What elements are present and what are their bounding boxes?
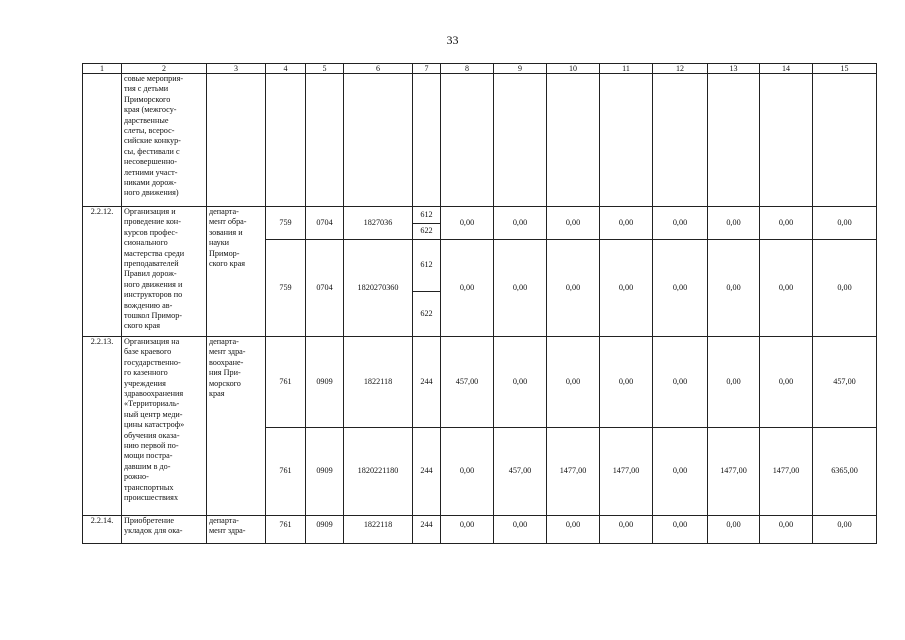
expense-type: 612 <box>413 240 441 292</box>
value-cell: 0,00 <box>494 240 547 337</box>
column-header: 12 <box>653 64 708 74</box>
value-cell: 6365,00 <box>813 428 877 516</box>
value-cell: 0,00 <box>708 516 760 544</box>
target-article: 1827036 <box>344 207 413 240</box>
value-cell: 0,00 <box>441 516 494 544</box>
ministry-code: 761 <box>266 337 306 428</box>
value-cell: 0,00 <box>547 516 600 544</box>
value-cell: 0,00 <box>600 240 653 337</box>
value-cell: 1477,00 <box>600 428 653 516</box>
value-cell: 0,00 <box>441 240 494 337</box>
value-cell: 0,00 <box>441 428 494 516</box>
table-row <box>83 516 877 544</box>
value-cell: 0,00 <box>653 337 708 428</box>
row-number: 2.2.14. <box>83 516 122 544</box>
column-header: 9 <box>494 64 547 74</box>
executor: департа- мент обра- зования и науки Примор- ского края <box>207 207 266 337</box>
ministry-code: 759 <box>266 207 306 240</box>
column-header: 5 <box>306 64 344 74</box>
expense-type: 244 <box>413 337 441 428</box>
section-code: 0909 <box>306 337 344 428</box>
column-header: 1 <box>83 64 122 74</box>
value-cell: 0,00 <box>760 516 813 544</box>
section-code: 0909 <box>306 428 344 516</box>
column-header: 11 <box>600 64 653 74</box>
value-cell: 0,00 <box>441 207 494 240</box>
value-cell: 0,00 <box>494 516 547 544</box>
table-row <box>83 74 877 207</box>
activity-name: Приобретение укладок для ока- <box>122 516 207 544</box>
value-cell: 0,00 <box>708 337 760 428</box>
target-article: 1820270360 <box>344 240 413 337</box>
section-code: 0704 <box>306 207 344 240</box>
value-cell: 457,00 <box>813 337 877 428</box>
ministry-code: 761 <box>266 428 306 516</box>
value-cell: 0,00 <box>547 207 600 240</box>
value-cell: 457,00 <box>494 428 547 516</box>
column-header: 6 <box>344 64 413 74</box>
value-cell: 0,00 <box>600 516 653 544</box>
column-header: 7 <box>413 64 441 74</box>
row-number <box>83 74 122 207</box>
section-code: 0909 <box>306 516 344 544</box>
value-cell: 0,00 <box>653 516 708 544</box>
ministry-code: 761 <box>266 516 306 544</box>
target-article: 1820221180 <box>344 428 413 516</box>
value-cell: 0,00 <box>708 240 760 337</box>
column-header: 3 <box>207 64 266 74</box>
column-header-row <box>83 64 877 74</box>
page-number: 33 <box>446 33 459 47</box>
column-header: 13 <box>708 64 760 74</box>
value-cell: 0,00 <box>760 240 813 337</box>
value-cell: 0,00 <box>813 240 877 337</box>
value-cell: 0,00 <box>494 207 547 240</box>
value-cell: 1477,00 <box>708 428 760 516</box>
column-header: 14 <box>760 64 813 74</box>
value-cell: 1477,00 <box>760 428 813 516</box>
value-cell: 0,00 <box>760 337 813 428</box>
value-cell: 457,00 <box>441 337 494 428</box>
section-code: 0704 <box>306 240 344 337</box>
table-row <box>83 207 877 224</box>
expense-type: 612 <box>413 207 441 224</box>
column-header: 2 <box>122 64 207 74</box>
column-header: 15 <box>813 64 877 74</box>
value-cell: 0,00 <box>653 207 708 240</box>
value-cell: 0,00 <box>600 207 653 240</box>
value-cell: 0,00 <box>494 337 547 428</box>
ministry-code: 759 <box>266 240 306 337</box>
value-cell: 0,00 <box>813 207 877 240</box>
expense-type: 244 <box>413 428 441 516</box>
value-cell: 0,00 <box>760 207 813 240</box>
value-cell: 0,00 <box>813 516 877 544</box>
expense-type: 622 <box>413 224 441 240</box>
executor: департа- мент здра- воохране- ния При- морского края <box>207 337 266 516</box>
activity-name: Организация на базе краевого государственно- го казенного учреждения здравоохранения «Территориаль- ный центр меди- цины катастроф» обучения оказа- нию первой по- мощи постра- давшим в до- рожно- транспортных происшествиях <box>122 337 207 516</box>
budget-table <box>82 63 877 544</box>
target-article: 1822118 <box>344 337 413 428</box>
column-header: 8 <box>441 64 494 74</box>
value-cell: 1477,00 <box>547 428 600 516</box>
value-cell: 0,00 <box>653 240 708 337</box>
column-header: 10 <box>547 64 600 74</box>
row-number: 2.2.12. <box>83 207 122 337</box>
value-cell: 0,00 <box>653 428 708 516</box>
executor <box>207 74 266 207</box>
expense-type: 244 <box>413 516 441 544</box>
target-article: 1822118 <box>344 516 413 544</box>
executor: департа- мент здра- <box>207 516 266 544</box>
activity-name: совые мероприя- тия с детьми Приморского края (межгосу- дарственные слеты, всерос- сийские конкур- сы, фестивали с несовершенно- летними участ- никами дорож- ного движения) <box>122 74 207 207</box>
activity-name: Организация и проведение кон- курсов профес- сионального мастерства среди преподавателей Правил дорож- ного движения и инструкторов по вождению ав- тошкол Примор- ского края <box>122 207 207 337</box>
value-cell: 0,00 <box>547 337 600 428</box>
column-header: 4 <box>266 64 306 74</box>
value-cell: 0,00 <box>547 240 600 337</box>
table-row <box>83 337 877 428</box>
value-cell: 0,00 <box>708 207 760 240</box>
expense-type: 622 <box>413 292 441 337</box>
row-number: 2.2.13. <box>83 337 122 516</box>
value-cell: 0,00 <box>600 337 653 428</box>
